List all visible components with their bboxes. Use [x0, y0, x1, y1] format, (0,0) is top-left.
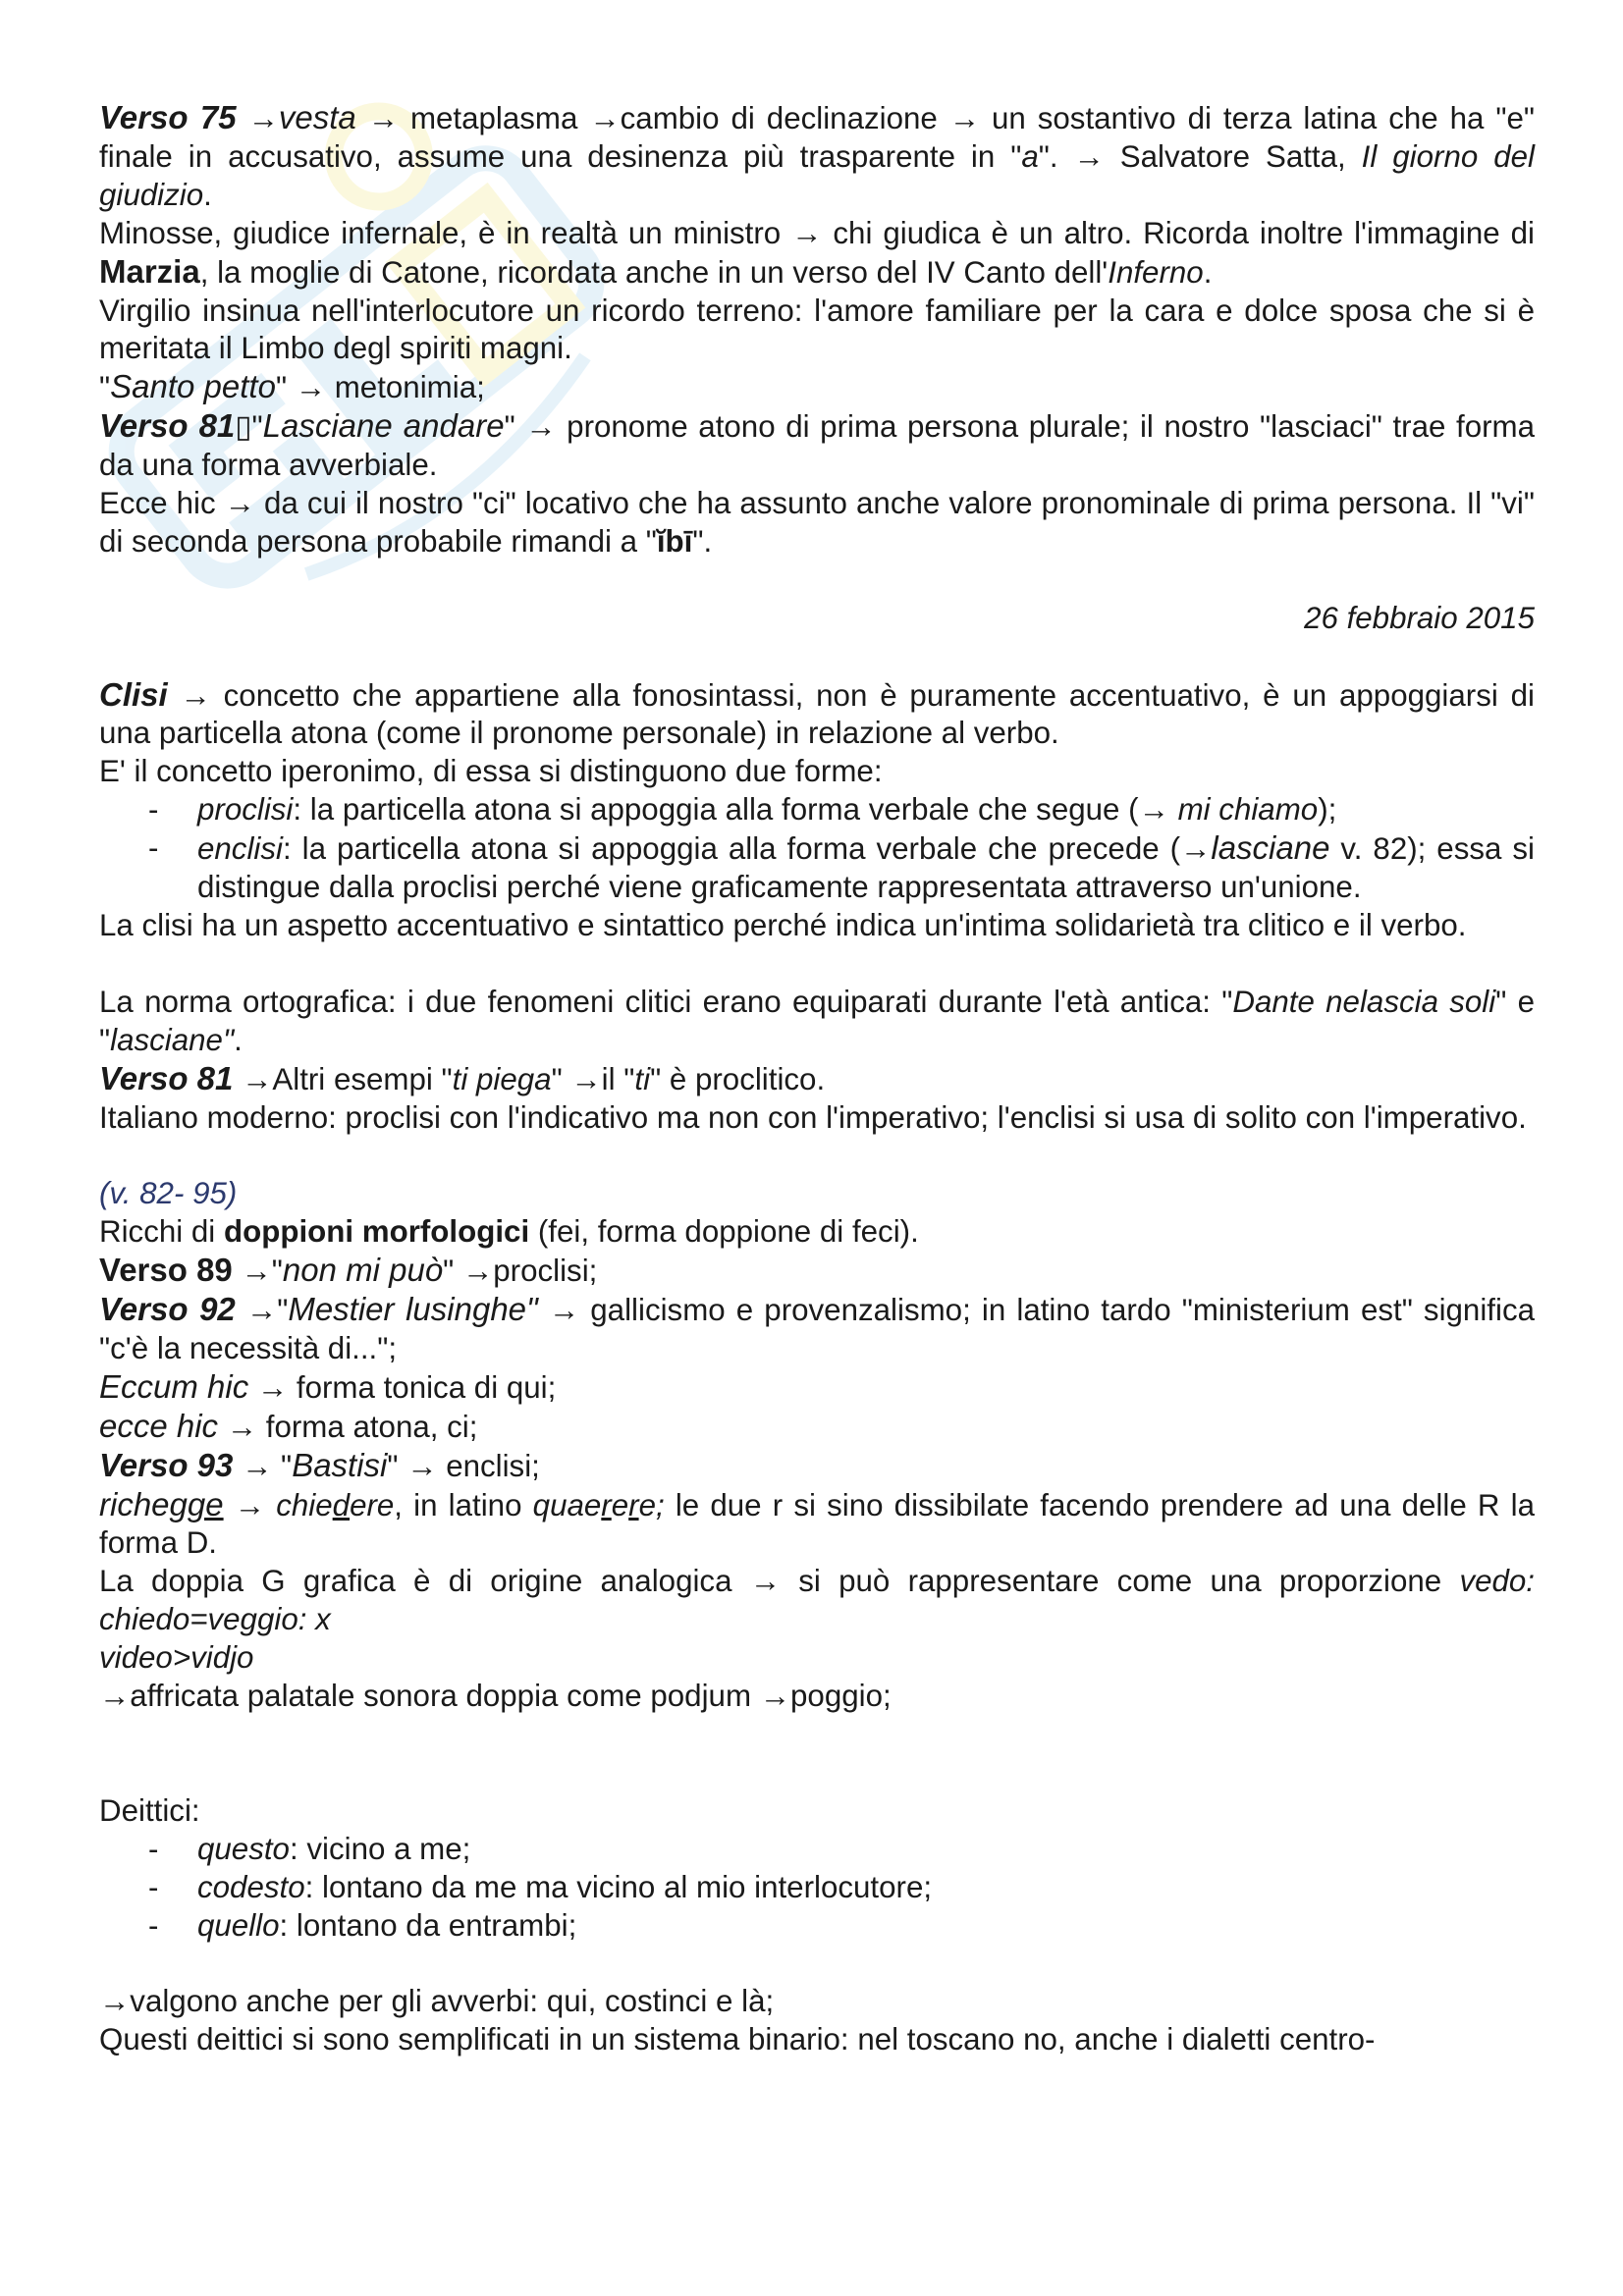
paragraph-verso-75: Verso 75 →vesta → metaplasma →cambio di declinazione → un sostantivo di terza latina che ha "e" finale in accusativo, assume una desinenza più trasparente in "a". → Salvatore Satta, Il giorno del giudizio. [99, 99, 1535, 212]
section-heading: (v. 82- 95) [99, 1176, 238, 1211]
paragraph-richegge: richegge → chiedere, in latino quaerere; le due r si sino dissibilate facendo prendere ad una delle R la forma D. [99, 1485, 1536, 1561]
date-heading: 26 febbraio 2015 [1304, 600, 1535, 635]
clisi-list [99, 791, 1535, 907]
list-item: - enclisi: la particella atona si appoggia alla forma verbale che precede (→lasciane v. 82); essa si distingue dalla proclisi perché viene graficamente rappresentata attraverso un'unione. [99, 829, 1535, 907]
paragraph-clisi: Clisi → concetto che appartiene alla fonosintassi, non è puramente accentuativo, è un appoggiarsi di una particella atona (come il pronome personale) in relazione al verbo. [99, 675, 1535, 751]
paragraph-verso-81-esempi: Verso 81 →Altri esempi "ti piega" →il "ti" è proclitico. [99, 1059, 826, 1096]
paragraph-affricata: →affricata palatale sonora doppia come podjum →poggio; [99, 1679, 892, 1714]
paragraph-eccum-hic: Eccum hic → forma tonica di qui; [99, 1367, 557, 1405]
paragraph-santo-petto: "Santo petto" → metonimia; [99, 368, 485, 405]
list-item: - questo: vicino a me; [99, 1831, 1535, 1869]
paragraph-video: video>vidjo [99, 1640, 254, 1676]
paragraph-sistema-binario: Questi deittici si sono semplificati in un sistema binario: nel toscano no, anche i dialetti centro- [99, 2022, 1376, 2057]
deittici-list [99, 1831, 1535, 1946]
paragraph-ecce-hic: Ecce hic → da cui il nostro "ci" locativo che ha assunto anche valore pronominale di prima persona. Il "vi" di seconda persona probabile rimandi a "ĭbī". [99, 486, 1535, 559]
verse-label: Verso 75 [99, 99, 237, 135]
paragraph-verso-92: Verso 92 →"Mestier lusinghe" → gallicismo e provenzalismo; in latino tardo "ministerium est" significa "c'è la necessità di..."; [99, 1291, 1535, 1365]
document-page [99, 99, 1535, 2059]
paragraph-iperonimo: E' il concetto iperonimo, di essa si distinguono due forme: [99, 754, 883, 789]
list-item: - codesto: lontano da me ma vicino al mio interlocutore; [99, 1869, 1535, 1907]
paragraph-verso-89: Verso 89 →"non mi può" →proclisi; [99, 1252, 598, 1289]
paragraph-deittici: Deittici: [99, 1792, 200, 1828]
paragraph-doppia-g: La doppia G grafica è di origine analogica → si può rappresentare come una proporzione vedo: chiedo=veggio: x [99, 1564, 1535, 1637]
paragraph-avverbi: →valgono anche per gli avverbi: qui, costinci e là; [99, 1984, 775, 2019]
paragraph-norma-ortografica: La norma ortografica: i due fenomeni clitici erano equiparati durante l'età antica: "Dante nelascia soli" e "lasciane". [99, 984, 1535, 1057]
paragraph-verso-93: Verso 93 → "Bastisi" → enclisi; [99, 1446, 540, 1483]
list-item: - proclisi: la particella atona si appoggia alla forma verbale che segue (→ mi chiamo); [99, 791, 1535, 829]
paragraph-verso-81: Verso 81▯"Lasciane andare" → pronome atono di prima persona plurale; il nostro "lasciaci" trae forma da una forma avverbiale. [99, 407, 1536, 483]
paragraph-italiano-moderno: Italiano moderno: proclisi con l'indicativo ma non con l'imperativo; l'enclisi si usa di solito con l'imperativo. [99, 1099, 1527, 1135]
paragraph-virgilio: Virgilio insinua nell'interlocutore un ricordo terreno: l'amore familiare per la cara e dolce sposa che si è meritata il Limbo degl spiriti magni. [99, 293, 1535, 366]
paragraph-minosse: Minosse, giudice infernale, è in realtà un ministro → chi giudica è un altro. Ricorda inoltre l'immagine di Marzia, la moglie di Catone, ricordata anche in un verso del IV Canto dell'Inferno. [99, 215, 1535, 290]
paragraph-ecce-hic-atona: ecce hic → forma atona, ci; [99, 1407, 478, 1444]
list-item: - quello: lontano da entrambi; [99, 1907, 1535, 1946]
paragraph-clisi-aspetto: La clisi ha un aspetto accentuativo e sintattico perché indica un'intima solidarietà tra clitico e il verbo. [99, 908, 1467, 942]
paragraph-doppioni: Ricchi di doppioni morfologici (fei, forma doppione di feci). [99, 1214, 919, 1250]
